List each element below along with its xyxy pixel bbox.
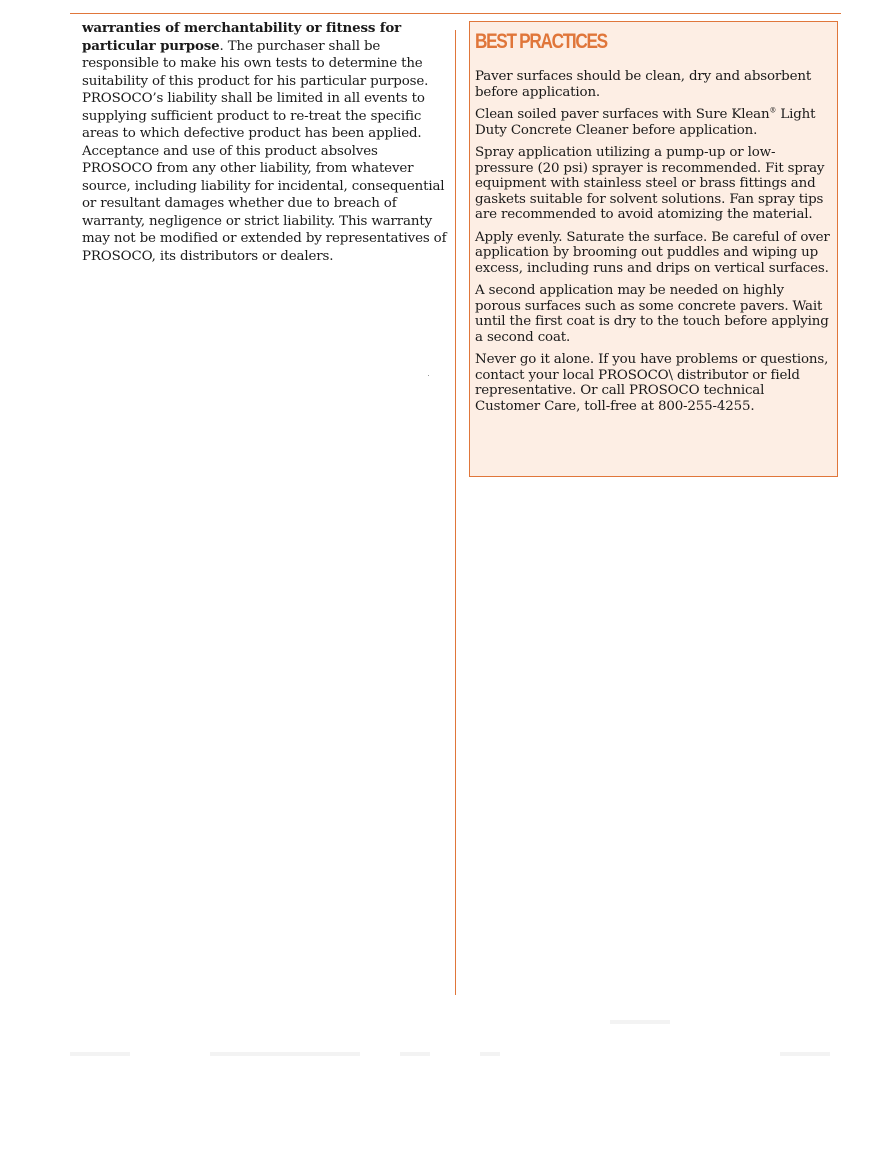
warranty-bold-lead: warranties of merchantability or fitness for particular purpose: [82, 20, 402, 54]
footer-ghost-mark: [70, 1052, 130, 1056]
footer-ghost-mark: [210, 1052, 360, 1056]
best-practice-text: Light Duty Concrete Cleaner before application.: [475, 107, 816, 138]
footer-ghost-mark: [780, 1052, 830, 1056]
footer-ghost-mark: [400, 1052, 430, 1056]
warranty-text-column: [82, 20, 448, 265]
best-practice-item: Never go it alone. If you have problems or questions, contact your local PROSOCO\ distributor or field representative. Or call PROSOCO technical Customer Care, toll-free at 800-255-4255.: [475, 352, 829, 414]
top-rule: [70, 13, 841, 14]
warranty-paragraph: [82, 20, 448, 265]
best-practice-item: A second application may be needed on highly porous surfaces such as some concrete pavers. Wait until the first coat is dry to the touch before applying a second coat.: [475, 283, 829, 345]
best-practices-title: BEST PRACTICES: [475, 30, 607, 53]
best-practice-item: Spray application utilizing a pump-up or low-pressure (20 psi) sprayer is recommended. Fit spray equipment with stainless steel or brass fittings and gaskets suitable for solvent solutions. Fan spray tips are recommended to avoid atomizing the material.: [475, 145, 825, 222]
stray-mark: [428, 375, 429, 376]
warranty-body: . The purchaser shall be responsible to make his own tests to determine the suitability of this product for his particular purpose. PROSOCO’s liability shall be limited in all events to supplying sufficient product to re-treat the specific areas to which defective product has been applied. Acceptance and use of this product absolves PROSOCO from any other liability, from whatever source, including liability for incidental, consequential or resultant damages whether due to breach of warranty, negligence or strict liability. This warranty may not be modified or extended by representatives of PROSOCO, its distributors or dealers.: [82, 38, 447, 264]
footer-ghost-mark: [480, 1052, 500, 1056]
registered-mark: ®: [769, 106, 777, 115]
best-practice-item: Paver surfaces should be clean, dry and absorbent before application.: [475, 69, 812, 100]
best-practice-text: Clean soiled paver surfaces with Sure Klean: [475, 107, 770, 122]
column-divider: [455, 30, 456, 995]
best-practice-item: Apply evenly. Saturate the surface. Be careful of over application by brooming out puddles and wiping up excess, including runs and drips on vertical surfaces.: [475, 229, 830, 276]
best-practice-item: [475, 107, 831, 138]
best-practices-box: [469, 21, 838, 477]
footer-ghost-mark: [610, 1020, 670, 1024]
